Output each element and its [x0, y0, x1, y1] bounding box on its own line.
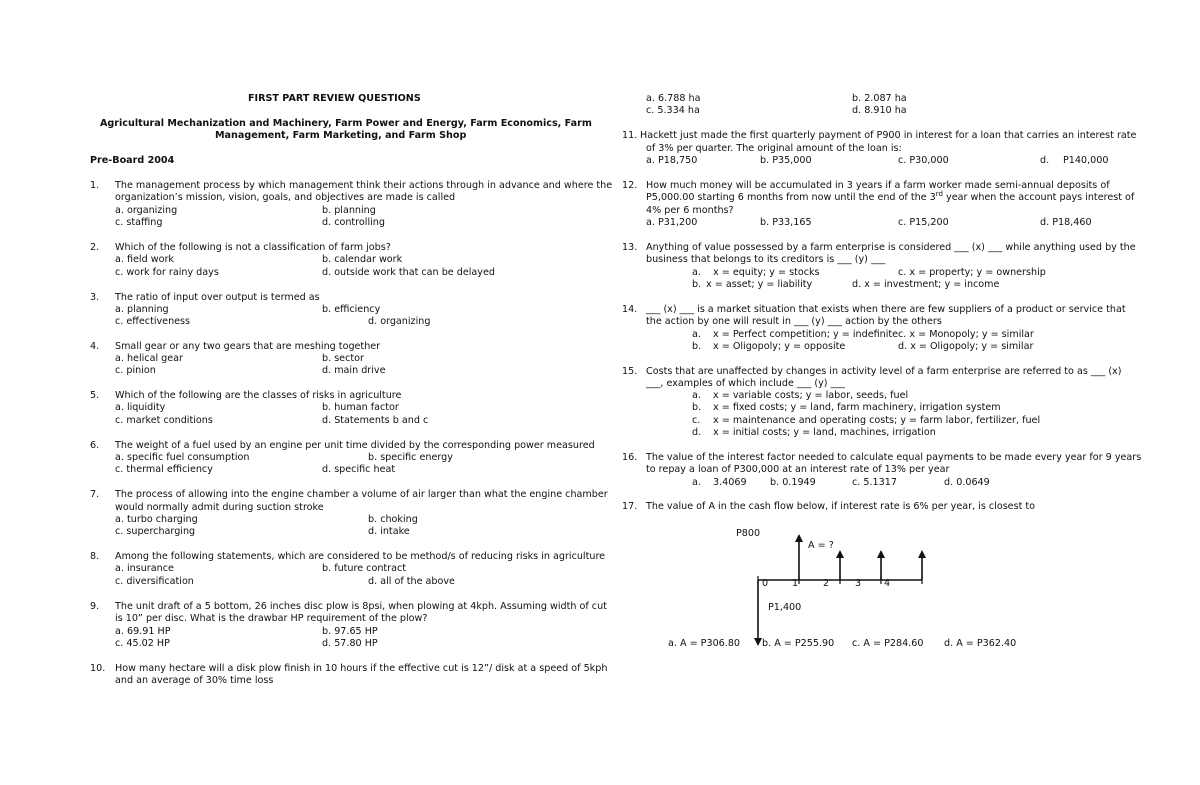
label-p1400: P1,400 [768, 602, 802, 613]
choice-b[interactable]: b. 0.1949 [770, 477, 816, 488]
choice-a[interactable]: a. specific fuel consumption [115, 452, 250, 463]
choice-a[interactable]: x = Perfect competition; y = indefinite [713, 329, 899, 340]
question-number: 14. [622, 304, 638, 315]
choice-c[interactable]: x = maintenance and operating costs; y = farm labor, fertilizer, fuel [713, 415, 1041, 426]
choice-c[interactable]: c. 5.1317 [852, 477, 897, 488]
choice-a[interactable]: x = variable costs; y = labor, seeds, fuel [713, 390, 909, 401]
question-text: of 3% per quarter. The original amount of the loan is: [646, 143, 902, 154]
choice-a[interactable]: a. field work [115, 254, 174, 265]
question-text: is 10” per disc. What is the drawbar HP requirement of the plow? [115, 613, 428, 624]
choice-b[interactable]: x = Oligopoly; y = opposite [713, 341, 846, 352]
choice-c[interactable]: c. x = property; y = ownership [898, 267, 1046, 278]
choice-b[interactable]: b. P33,165 [760, 217, 812, 228]
question-number: 9. [90, 601, 100, 612]
choice-a-letter: a. [692, 390, 701, 401]
choice-b-letter: b. [692, 341, 702, 352]
question-number: 13. [622, 242, 638, 253]
choice-c[interactable]: c. P15,200 [898, 217, 949, 228]
question-number: 6. [90, 440, 100, 451]
label-p800: P800 [736, 528, 761, 539]
question-text: ___, examples of which include ___ (y) ___ [646, 378, 845, 389]
choice-a[interactable]: a. P18,750 [646, 155, 698, 166]
choice-a[interactable]: a. turbo charging [115, 514, 198, 525]
choice-b-letter: b. [692, 279, 702, 290]
choice-d[interactable]: d. controlling [322, 217, 385, 228]
superscript: rd [935, 189, 943, 198]
question-number: 16. [622, 452, 638, 463]
question-number: 2. [90, 242, 100, 253]
choice-a[interactable]: a. 6.788 ha [646, 93, 701, 104]
question-text: 4% per 6 months? [646, 205, 734, 216]
choice-c[interactable]: c. staffing [115, 217, 163, 228]
label-a: A = ? [808, 540, 834, 551]
question-text: The management process by which management think their actions through in advance and where the [115, 180, 613, 191]
question-text: How much money will be accumulated in 3 years if a farm worker made semi-annual deposits of [646, 180, 1110, 191]
choice-d-letter: d. [1040, 155, 1050, 166]
question-text: The process of allowing into the engine chamber a volume of air larger than what the engine chamber [115, 489, 608, 500]
choice-a[interactable]: a. planning [115, 304, 169, 315]
question-number: 5. [90, 390, 100, 401]
choice-b[interactable]: b. calendar work [322, 254, 403, 265]
question-number: 11. [622, 130, 638, 141]
choice-b[interactable]: b. sector [322, 353, 364, 364]
choice-b[interactable]: b. specific energy [368, 452, 453, 463]
question-text-part: year when the account pays interest of [942, 192, 1135, 203]
subtitle-line2: Management, Farm Marketing, and Farm Shop [215, 130, 467, 141]
tick-label: 1 [792, 578, 799, 589]
choice-a[interactable]: a. A = P306.80 [668, 638, 741, 649]
question-text: The weight of a fuel used by an engine per unit time divided by the corresponding power measured [115, 440, 595, 451]
question-text: Anything of value possessed by a farm enterprise is considered ___ (x) ___ while anything used by the [646, 242, 1136, 253]
question-text: to repay a loan of P300,000 at an interest rate of 13% per year [646, 464, 950, 475]
choice-c[interactable]: c. x = Monopoly; y = similar [898, 329, 1034, 340]
choice-d[interactable]: x = initial costs; y = land, machines, irrigation [713, 427, 936, 438]
question-text: Which of the following is not a classification of farm jobs? [115, 242, 391, 253]
tick-label: 0 [762, 578, 769, 589]
choice-b[interactable]: b. planning [322, 205, 376, 216]
question-text [646, 189, 1135, 204]
choice-b[interactable]: b. P35,000 [760, 155, 812, 166]
choice-c[interactable]: c. 45.02 HP [115, 638, 170, 649]
choice-a[interactable]: a. 69.91 HP [115, 626, 171, 637]
choice-d[interactable]: d. P18,460 [1040, 217, 1092, 228]
choice-d[interactable]: d. Statements b and c [322, 415, 429, 426]
choice-c[interactable]: c. thermal efficiency [115, 464, 213, 475]
choice-a[interactable]: a. insurance [115, 563, 174, 574]
choice-a-letter: a. [692, 477, 701, 488]
question-number: 10. [90, 663, 106, 674]
choice-c[interactable]: c. effectiveness [115, 316, 191, 327]
choice-a[interactable]: x = equity; y = stocks [713, 267, 820, 278]
question-text: The unit draft of a 5 bottom, 26 inches disc plow is 8psi, when plowing at 4kph. Assuming width of cut [115, 601, 607, 612]
question-text: Small gear or any two gears that are meshing together [115, 341, 381, 352]
tick-label: 2 [823, 578, 830, 589]
choice-c[interactable]: c. A = P284.60 [852, 638, 924, 649]
choice-b[interactable]: b. future contract [322, 563, 407, 574]
choice-a-letter: a. [692, 267, 701, 278]
choice-b[interactable]: b. 2.087 ha [852, 93, 907, 104]
choice-c-letter: c. [692, 415, 701, 426]
choice-b-letter: b. [692, 402, 702, 413]
choice-d[interactable]: d. 57.80 HP [322, 638, 378, 649]
question-number: 8. [90, 551, 100, 562]
choice-b[interactable]: x = asset; y = liability [706, 279, 813, 290]
choice-d[interactable]: d. outside work that can be delayed [322, 267, 495, 278]
choice-d[interactable]: d. A = P362.40 [944, 638, 1017, 649]
choice-a[interactable]: a. organizing [115, 205, 178, 216]
choice-a[interactable]: a. P31,200 [646, 217, 698, 228]
question-number: 1. [90, 180, 100, 191]
choice-c[interactable]: c. pinion [115, 365, 156, 376]
choice-d[interactable]: d. 8.910 ha [852, 105, 907, 116]
question-text: Hackett just made the first quarterly payment of P900 in interest for a loan that carries an interest rate [640, 130, 1137, 141]
choice-d[interactable]: d. all of the above [368, 576, 455, 587]
choice-d[interactable]: d. x = Oligopoly; y = similar [898, 341, 1034, 352]
question-text: Which of the following are the classes of risks in agriculture [115, 390, 402, 401]
tick-label: 3 [855, 578, 862, 589]
choice-d[interactable]: d. main drive [322, 365, 386, 376]
question-number: 15. [622, 366, 638, 377]
choice-b[interactable]: b. choking [368, 514, 418, 525]
choice-d[interactable]: d. specific heat [322, 464, 396, 475]
question-number: 17. [622, 501, 638, 512]
choice-d[interactable]: d. organizing [368, 316, 431, 327]
choice-c[interactable]: c. P30,000 [898, 155, 949, 166]
choice-d[interactable]: d. x = investment; y = income [852, 279, 1000, 290]
choice-b[interactable]: x = fixed costs; y = land, farm machinery, irrigation system [713, 402, 1001, 413]
question-text: Costs that are unaffected by changes in activity level of a farm enterprise are referred to as ___ (x) [646, 366, 1122, 377]
question-text: The value of the interest factor needed to calculate equal payments to be made every year for 9 years [646, 452, 1142, 463]
choice-a[interactable]: a. helical gear [115, 353, 183, 364]
choice-b[interactable]: b. A = P255.90 [762, 638, 835, 649]
choice-d[interactable]: d. intake [368, 526, 410, 537]
choice-b[interactable]: b. 97.65 HP [322, 626, 378, 637]
choice-c[interactable]: c. supercharging [115, 526, 196, 537]
question-text: The ratio of input over output is termed as [115, 292, 320, 303]
question-number: 12. [622, 180, 638, 191]
question-text: would normally admit during suction stroke [115, 502, 324, 513]
question-text: organization’s mission, vision, goals, and objectives are made is called [115, 192, 456, 203]
choice-d[interactable]: d. 0.0649 [944, 477, 990, 488]
question-number: 7. [90, 489, 100, 500]
choice-d[interactable]: P140,000 [1063, 155, 1109, 166]
question-text: How many hectare will a disk plow finish in 10 hours if the effective cut is 12”/ disk at a speed of 5kph [115, 663, 608, 674]
question-text-part: P5,000.00 starting 6 months from now until the end of the 3 [646, 192, 936, 203]
question-number: 3. [90, 292, 100, 303]
choice-a[interactable]: 3.4069 [713, 477, 747, 488]
choice-b[interactable]: b. human factor [322, 402, 399, 413]
question-number: 4. [90, 341, 100, 352]
tick-label: 4 [884, 578, 891, 589]
choice-c[interactable]: c. 5.334 ha [646, 105, 700, 116]
question-text: the action by one will result in ___ (y) ___ action by the others [646, 316, 942, 327]
question-text: Among the following statements, which are considered to be method/s of reducing risks in agriculture [115, 551, 606, 562]
choice-a-letter: a. [692, 329, 701, 340]
page-title: FIRST PART REVIEW QUESTIONS [248, 93, 421, 104]
choice-c[interactable]: c. diversification [115, 576, 194, 587]
question-text: business that belongs to its creditors is ___ (y) ___ [646, 254, 886, 265]
choice-a[interactable]: a. liquidity [115, 402, 166, 413]
choice-c[interactable]: c. work for rainy days [115, 267, 219, 278]
subtitle: Agricultural Mechanization and Machinery, Farm Power and Energy, Farm Economics, Farm [100, 118, 592, 129]
choice-d-letter: d. [692, 427, 702, 438]
question-text: The value of A in the cash flow below, if interest rate is 6% per year, is closest to [646, 501, 1036, 512]
question-text: ___ (x) ___ is a market situation that exists when there are few suppliers of a product or service that [646, 304, 1126, 315]
board-label: Pre-Board 2004 [90, 155, 175, 166]
choice-c[interactable]: c. market conditions [115, 415, 213, 426]
question-text: and an average of 30% time loss [115, 675, 274, 686]
choice-b[interactable]: b. efficiency [322, 304, 381, 315]
